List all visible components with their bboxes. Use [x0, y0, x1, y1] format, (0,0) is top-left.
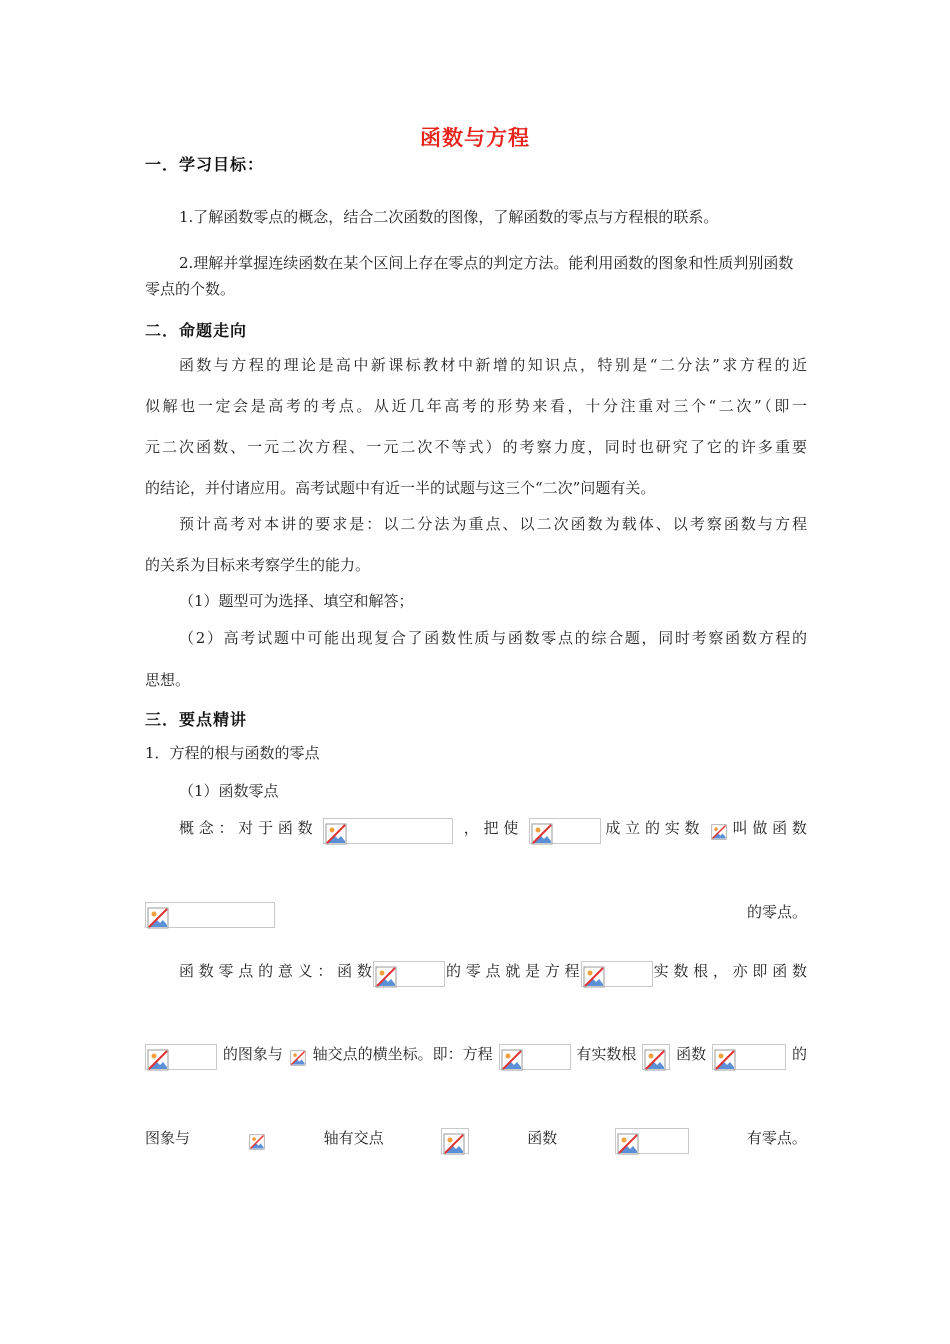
formula-image: [499, 1044, 571, 1070]
broken-image-icon: [711, 824, 727, 840]
formula-image: [373, 961, 445, 987]
formula-image: [710, 818, 728, 844]
goal-item-2: 2.理解并掌握连续函数在某个区间上存在零点的判定方法。能利用函数的图象和性质判别函数零点的个数。: [145, 254, 794, 298]
meaning-text-7: 函数: [676, 1045, 707, 1063]
broken-image-icon: [147, 1049, 169, 1071]
trends-para2-line1: 预计高考对本讲的要求是：以二分法为重点、以二次函数为载体、以考察函数与方程: [179, 515, 807, 533]
meaning-text-4: 的图象与: [222, 1045, 283, 1063]
meaning-text-10: 轴有交点: [323, 1129, 384, 1147]
trends-para1-line3: 元二次函数、一元二次方程、一元二次不等式）的考察力度，同时也研究了它的许多重要: [145, 438, 807, 456]
meaning-text-1: 函 数 零 点 的 意 义 ： 函 数: [179, 962, 372, 980]
formula-image: [248, 1128, 266, 1154]
trends-para1-line4: 的结论，并付诸应用。高考试题中有近一半的试题与这三个“二次”问题有关。: [145, 479, 656, 497]
broken-image-icon: [325, 823, 347, 845]
trends-para2-line2: 的关系为目标来考察学生的能力。: [145, 556, 371, 574]
formula-image: [323, 818, 453, 844]
formula-image: [441, 1128, 469, 1154]
concept-text-1: 概 念 ： 对 于 函 数: [179, 819, 313, 837]
subsection-function-zeros: （1）函数零点: [179, 782, 279, 800]
meaning-text-12: 有零点。: [746, 1129, 807, 1147]
trends-para1-line1: 函数与方程的理论是高中新课标教材中新增的知识点，特别是“二分法”求方程的近: [179, 356, 807, 374]
meaning-text-9: 图象与: [145, 1129, 191, 1147]
section-heading-trends: 二．命题走向: [145, 321, 248, 340]
formula-image: [642, 1044, 670, 1070]
formula-image: [712, 1044, 786, 1070]
formula-image: [289, 1044, 307, 1070]
broken-image-icon: [290, 1050, 306, 1066]
formula-image: [145, 902, 275, 928]
broken-image-icon: [375, 966, 397, 988]
document-title: 函数与方程: [420, 126, 530, 150]
meaning-text-2: 的 零 点 就 是 方 程: [445, 962, 580, 980]
meaning-text-11: 函数: [527, 1129, 558, 1147]
meaning-line-2: [145, 1044, 807, 1078]
meaning-line-3: [145, 1128, 807, 1162]
meaning-text-8: 的: [791, 1045, 807, 1063]
concept-line-2: [145, 902, 807, 936]
concept-line: [179, 818, 807, 852]
meaning-text-3: 实 数 根 ， 亦 即 函 数: [653, 962, 807, 980]
trends-item-2-line2: 思想。: [145, 671, 191, 689]
formula-image: [145, 1044, 217, 1070]
goal-item-1: 1.了解函数零点的概念，结合二次函数的图像，了解函数的零点与方程根的联系。: [179, 208, 719, 226]
section-heading-goals: 一．学习目标：: [145, 155, 265, 174]
trends-para1-line2: 似解也一定会是高考的考点。从近几年高考的形势来看，十分注重对三个“二次”（即一: [145, 397, 807, 415]
meaning-text-6: 有实数根: [576, 1045, 637, 1063]
broken-image-icon: [644, 1049, 666, 1071]
trends-item-1: （1）题型可为选择、填空和解答；: [179, 592, 414, 610]
concept-text-2: ， 把 使: [463, 819, 519, 837]
formula-image: [581, 961, 653, 987]
formula-image: [529, 818, 601, 844]
concept-text-3: 成 立 的 实 数: [605, 819, 700, 837]
concept-text-4: 叫 做 函 数: [732, 819, 807, 837]
broken-image-icon: [583, 966, 605, 988]
section-heading-key-points: 三．要点精讲: [145, 710, 248, 729]
broken-image-icon: [531, 823, 553, 845]
broken-image-icon: [501, 1049, 523, 1071]
concept-text-5: 的零点。: [746, 903, 807, 921]
broken-image-icon: [617, 1133, 639, 1155]
broken-image-icon: [147, 907, 169, 929]
subsection-roots-and-zeros: 1．方程的根与函数的零点: [145, 744, 320, 762]
broken-image-icon: [714, 1049, 736, 1071]
meaning-text-5: 轴交点的横坐标。即：方程: [312, 1045, 493, 1063]
broken-image-icon: [443, 1133, 465, 1155]
formula-image: [615, 1128, 689, 1154]
broken-image-icon: [249, 1134, 265, 1150]
meaning-line-1: [179, 961, 807, 995]
trends-item-2-line1: （2）高考试题中可能出现复合了函数性质与函数零点的综合题，同时考察函数方程的: [179, 629, 807, 647]
